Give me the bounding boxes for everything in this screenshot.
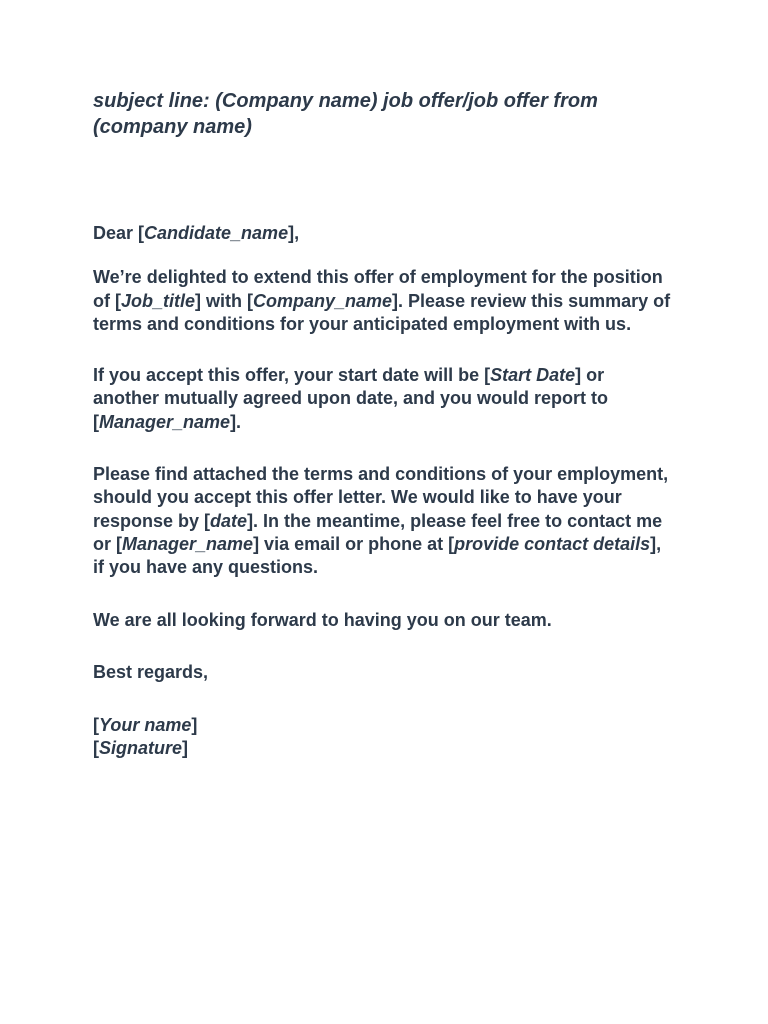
start-text-3: ]. — [230, 411, 242, 432]
candidate-name-placeholder: Candidate_name — [144, 223, 289, 243]
terms-paragraph — [93, 463, 673, 579]
bracket-open: [ — [93, 715, 99, 736]
closing-line: Best regards, — [93, 661, 209, 682]
response-date-placeholder: date — [210, 510, 248, 531]
greeting-suffix: ], — [288, 223, 300, 243]
contact-details-placeholder: provide contact details — [454, 533, 651, 554]
signature-line — [93, 738, 188, 758]
greeting-prefix: Dear [ — [93, 223, 145, 243]
job-title-placeholder: Job_title — [120, 290, 195, 311]
manager-name-placeholder-2: Manager_name — [122, 533, 254, 554]
signature-block — [93, 714, 673, 761]
terms-text-1: Please find attached the terms and conditions of your employment, should you accept this offer letter. We would like to have your response by [ — [93, 464, 669, 531]
start-text-1: If you accept this offer, your start date will be [ — [93, 365, 491, 386]
offer-text-3: ]. Please review this summary of terms and conditions for your anticipated employment with us. — [93, 290, 671, 334]
terms-text-4: ], if you have any questions. — [93, 533, 662, 578]
bracket-close: ] — [191, 715, 198, 736]
bracket-open: [ — [93, 738, 99, 759]
offer-text-2: ] with [ — [195, 290, 253, 311]
start-date-paragraph — [93, 364, 673, 434]
letter-content — [93, 88, 673, 761]
greeting — [93, 222, 673, 245]
team-paragraph: We are all looking forward to having you on our team. — [93, 609, 552, 630]
manager-name-placeholder: Manager_name — [99, 411, 231, 432]
signature-placeholder: Signature — [99, 738, 183, 759]
offer-paragraph — [93, 266, 673, 336]
your-name-placeholder: Your name — [99, 715, 192, 736]
start-date-placeholder: Start Date — [490, 365, 576, 386]
company-name-placeholder: Company_name — [252, 290, 393, 311]
subject-line: subject line: (Company name) job offer/job offer from (company name) — [93, 90, 598, 138]
offer-text-1: We’re delighted to extend this offer of employment for the position of [ — [93, 267, 663, 311]
terms-text-2: ]. In the meantime, please feel free to contact me or [ — [93, 510, 663, 554]
your-name-line — [93, 715, 197, 735]
terms-text-3: ] via email or phone at [ — [253, 533, 455, 554]
bracket-close: ] — [182, 738, 189, 759]
start-text-2: ] or another mutually agreed upon date, and you would report to [ — [93, 365, 609, 432]
